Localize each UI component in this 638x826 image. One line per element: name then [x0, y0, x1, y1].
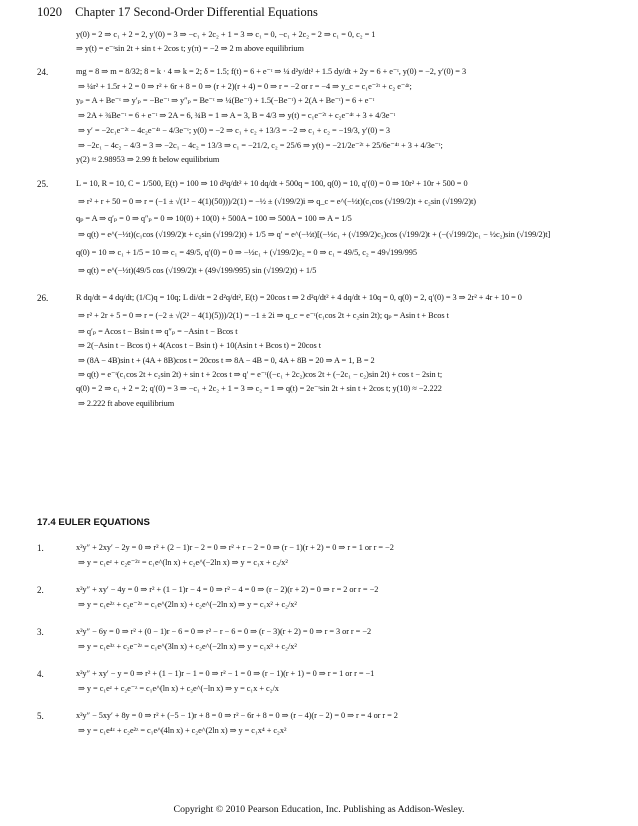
page-number: 1020: [37, 5, 62, 19]
equation-line: q(0) = 10 ⇒ c₁ + 1/5 = 10 ⇒ c₁ = 49/5, q′(0) = 0 ⇒ −½c₁ + (√199/2)c₂ = 0 ⇒ c₁ = 49/5, c₂ = 49√199/995: [76, 248, 417, 257]
equation-line: ⇒ 2A + ¾Be⁻ᵗ = 6 + e⁻ᵗ ⇒ 2A = 6, ¾B = 1 ⇒ A = 3, B = 4/3 ⇒ y(t) = c₁e⁻²ᵗ + c₂e⁻⁴ᵗ + 3 + 4/3e⁻ᵗ: [78, 111, 396, 120]
problem-number: 2.: [37, 585, 44, 595]
equation-line: mg = 8 ⇒ m = 8/32; 8 = k · 4 ⇒ k = 2; δ = 1.5; f(t) = 6 + e⁻ᵗ ⇒ ¼ d²y/dt² + 1.5 dy/dt + 2y = 6 + e⁻ᵗ, y(0) = −2, y′(0) = 3: [76, 67, 467, 76]
problem-number: 5.: [37, 711, 44, 721]
problem-number: 1.: [37, 543, 44, 553]
equation-line: ⇒ y(t) = e⁻ᵗsin 2t + sin t + 2cos t; y(π) = −2 ⇒ 2 m above equilibrium: [76, 44, 304, 53]
problem-number: 24.: [37, 67, 49, 77]
chapter-title: Chapter 17 Second-Order Differential Equations: [75, 5, 318, 19]
equation-line: ⇒ q(t) = e^(−½t)(c₁cos (√199/2)t + c₂sin (√199/2)t) + 1/5 ⇒ q′ = e^(−½t)[(−½c₁ + (√199/2)c₂)cos (√199/2)t + (−(√199/2)c₁ − ½c₂)sin (√199/2)t]: [78, 230, 551, 239]
equation-line: ⇒ r² + r + 50 = 0 ⇒ r = (−1 ± √(1² − 4(1)(50)))/2(1) = −½ ± (√199/2)i ⇒ q_c = e^(−½t)(c₁cos (√199/2)t + c₂sin (√199/2)t): [78, 197, 476, 206]
equation-line: yₚ = A + Be⁻ᵗ ⇒ y′ₚ = −Be⁻ᵗ ⇒ y″ₚ = Be⁻ᵗ ⇒ ¼(Be⁻ᵗ) + 1.5(−Be⁻ᵗ) + 2(A + Be⁻ᵗ) = 6 + e⁻ᵗ: [76, 96, 375, 105]
equation-line: ⇒ q′ₚ = Acos t − Bsin t ⇒ q″ₚ = −Asin t − Bcos t: [78, 327, 238, 336]
equation-line: x²y″ + xy′ − y = 0 ⇒ r² + (1 − 1)r − 1 = 0 ⇒ r² − 1 = 0 ⇒ (r − 1)(r + 1) = 0 ⇒ r = 1 or r = −1: [76, 669, 375, 678]
equation-line: ⇒ 2.222 ft above equilibrium: [78, 399, 175, 408]
equation-line: x²y″ − 6y = 0 ⇒ r² + (0 − 1)r − 6 = 0 ⇒ r² − r − 6 = 0 ⇒ (r − 3)(r + 2) = 0 ⇒ r = 3 or r = −2: [76, 627, 372, 636]
equation-line: ⇒ r² + 2r + 5 = 0 ⇒ r = (−2 ± √(2² − 4(1)(5)))/2(1) = −1 ± 2i ⇒ q_c = e⁻ᵗ(c₁cos 2t + c₂sin 2t); qₚ = Asin t + Bcos t: [78, 311, 449, 320]
equation-line: x²y″ − 5xy′ + 8y = 0 ⇒ r² + (−5 − 1)r + 8 = 0 ⇒ r² − 6r + 8 = 0 ⇒ (r − 4)(r − 2) = 0 ⇒ r = 4 or r = 2: [76, 711, 398, 720]
equation-line: ⇒ y′ = −2c₁e⁻²ᵗ − 4c₂e⁻⁴ᵗ − 4/3e⁻ᵗ; y(0) = −2 ⇒ c₁ + c₂ + 13/3 = −2 ⇒ c₁ + c₂ = −19/3, y′(0) = 3: [78, 126, 390, 135]
equation-line: ⇒ 2(−Asin t − Bcos t) + 4(Acos t − Bsin t) + 10(Asin t + Bcos t) = 20cos t: [78, 341, 321, 350]
problem-number: 25.: [37, 179, 49, 189]
equation-line: x²y″ + 2xy′ − 2y = 0 ⇒ r² + (2 − 1)r − 2 = 0 ⇒ r² + r − 2 = 0 ⇒ (r − 1)(r + 2) = 0 ⇒ r = 1 or r = −2: [76, 543, 394, 552]
equation-line: ⇒ q(t) = e⁻ᵗ(c₁cos 2t + c₂sin 2t) + sin t + 2cos t ⇒ q′ = e⁻ᵗ((−c₁ + 2c₂)cos 2t + (−2c₁ − c₂)sin 2t) + cos t − 2sin t;: [78, 370, 443, 379]
equation-line: x²y″ + xy′ − 4y = 0 ⇒ r² + (1 − 1)r − 4 = 0 ⇒ r² − 4 = 0 ⇒ (r − 2)(r + 2) = 0 ⇒ r = 2 or r = −2: [76, 585, 379, 594]
problem-number: 3.: [37, 627, 44, 637]
equation-line: y(2) ≈ 2.98953 ⇒ 2.99 ft below equilibrium: [76, 155, 220, 164]
equation-line: ⇒ y = c₁e³ᶻ + c₂e⁻²ᶻ = c₁e^(3ln x) + c₂e^(−2ln x) ⇒ y = c₁x³ + c₂/x²: [78, 642, 297, 651]
equation-line: q(0) = 2 ⇒ c₁ + 2 = 2; q′(0) = 3 ⇒ −c₁ + 2c₂ + 1 = 3 ⇒ c₂ = 1 ⇒ q(t) = 2e⁻ᵗsin 2t + sin t + 2cos t; y(10) ≈ −2.222: [76, 384, 442, 393]
equation-line: ⇒ q(t) = e^(−½t)(49/5 cos (√199/2)t + (49√199/995) sin (√199/2)t) + 1/5: [78, 266, 317, 275]
equation-line: R dq/dt = 4 dq/dt; (1/C)q = 10q; L di/dt = 2 d²q/dt², E(t) = 20cos t ⇒ 2 d²q/dt² + 4 dq/dt + 10q = 0, q(0) = 2, q′(0) = 3 ⇒ 2r² + 4r + 10 = 0: [76, 293, 522, 302]
equation-line: ⇒ y = c₁eᶻ + c₂e⁻²ᶻ = c₁e^(ln x) + c₂e^(−2ln x) ⇒ y = c₁x + c₂/x²: [78, 558, 288, 567]
equation-line: L = 10, R = 10, C = 1/500, E(t) = 100 ⇒ 10 d²q/dt² + 10 dq/dt + 500q = 100, q(0) = 10, q′(0) = 0 ⇒ 10r² + 10r + 500 = 0: [76, 179, 468, 188]
copyright-footer: Copyright © 2010 Pearson Education, Inc. Publishing as Addison-Wesley.: [173, 804, 465, 815]
equation-line: ⇒ y = c₁e²ᶻ + c₂e⁻²ᶻ = c₁e^(2ln x) + c₂e^(−2ln x) ⇒ y = c₁x² + c₂/x²: [78, 600, 297, 609]
equation-line: y(0) = 2 ⇒ c₁ + 2 = 2, y′(0) = 3 ⇒ −c₁ + 2c₂ + 1 = 3 ⇒ c₁ = 0, −c₁ + 2c₂ = 2 ⇒ c₁ = 0, c₂ = 1: [76, 30, 376, 39]
page-header: [37, 5, 318, 20]
equation-line: ⇒ ¼r² + 1.5r + 2 = 0 ⇒ r² + 6r + 8 = 0 ⇒ (r + 2)(r + 4) = 0 ⇒ r = −2 or r = −4 ⇒ y_c = c₁e⁻²ᵗ + c₂ e⁻⁴ᵗ;: [78, 82, 412, 91]
problem-number: 26.: [37, 293, 49, 303]
section-title: 17.4 EULER EQUATIONS: [37, 517, 150, 528]
equation-line: ⇒ y = c₁eᶻ + c₂e⁻ᶻ = c₁e^(ln x) + c₂e^(−ln x) ⇒ y = c₁x + c₂/x: [78, 684, 279, 693]
equation-line: qₚ = A ⇒ q′ₚ = 0 ⇒ q″ₚ = 0 ⇒ 10(0) + 10(0) + 500A = 100 ⇒ 500A = 100 ⇒ A = 1/5: [76, 214, 352, 223]
problem-number: 4.: [37, 669, 44, 679]
equation-line: ⇒ (8A − 4B)sin t + (4A + 8B)cos t = 20cos t ⇒ 8A − 4B = 0, 4A + 8B = 20 ⇒ A = 1, B = 2: [78, 356, 375, 365]
equation-line: ⇒ y = c₁e⁴ᶻ + c₂e²ᶻ = c₁e^(4ln x) + c₂e^(2ln x) ⇒ y = c₁x⁴ + c₂x²: [78, 726, 287, 735]
equation-line: ⇒ −2c₁ − 4c₂ − 4/3 = 3 ⇒ −2c₁ − 4c₂ = 13/3 ⇒ c₁ = −21/2, c₂ = 25/6 ⇒ y(t) = −21/2e⁻²ᵗ + 25/6e⁻⁴ᵗ + 3 + 4/3e⁻ᵗ;: [78, 141, 443, 150]
